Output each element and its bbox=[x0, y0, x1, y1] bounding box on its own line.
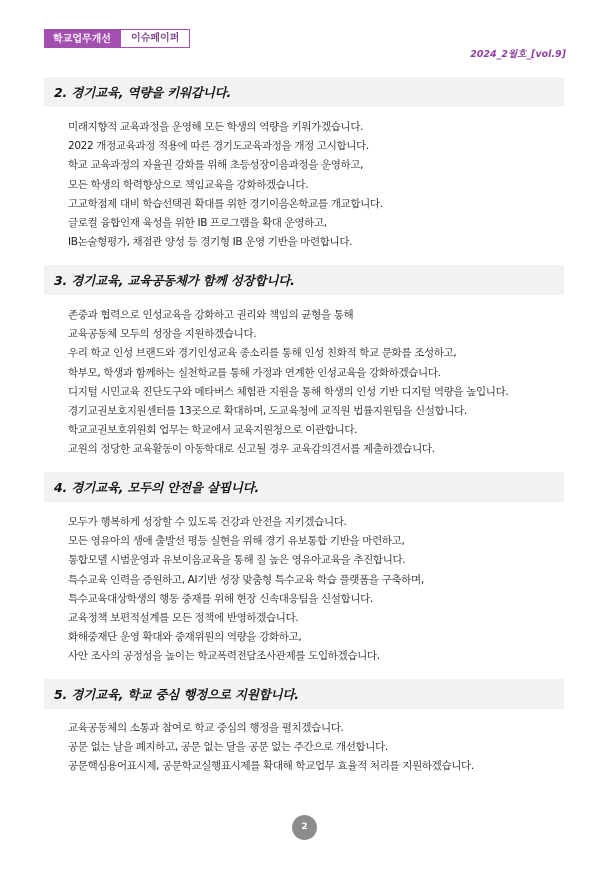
category-tag: 학교업무개선 bbox=[44, 29, 120, 48]
body-line: 디지털 시민교육 진단도구와 메타버스 체험관 지원을 통해 학생의 인성 기반 디지털 역량을 높입니다. bbox=[68, 385, 509, 398]
body-line: 교원의 정당한 교육활동이 아동학대로 신고될 경우 교육감의견서를 제출하겠습니다. bbox=[68, 443, 435, 456]
section-body-3 bbox=[68, 306, 568, 460]
body-line: 미래지향적 교육과정을 운영해 모든 학생의 역량을 키워가겠습니다. bbox=[68, 121, 364, 133]
body-line: 공문핵심용어표시제, 공문학교실행표시제를 확대해 학교업무 효율적 처리를 지원하겠습니다. bbox=[68, 760, 474, 773]
body-line: 학교교권보호위원회 업무는 학교에서 교육지원청으로 이관합니다. bbox=[68, 424, 358, 437]
document-type-tag: 이슈페이퍼 bbox=[120, 29, 190, 48]
section-title: 2. 경기교육, 역량을 키워갑니다. bbox=[54, 85, 232, 100]
section-heading-5 bbox=[44, 679, 564, 709]
section-body-5 bbox=[68, 719, 568, 777]
issue-label: 2024_2월호_[vol.9] bbox=[470, 49, 566, 60]
page-number: 2 bbox=[292, 815, 317, 840]
body-line: 통합모델 시범운영과 유보이음교육을 통해 질 높은 영유아교육을 추진합니다. bbox=[68, 554, 406, 567]
body-line: IB논술형평가, 채점관 양성 등 경기형 IB 운영 기반을 마련합니다. bbox=[68, 236, 353, 249]
section-title: 4. 경기교육, 모두의 안전을 살핍니다. bbox=[54, 480, 260, 495]
body-line: 특수교육 인력을 증원하고, AI기반 성장 맞춤형 특수교육 학습 플랫폼을 구축하며, bbox=[68, 573, 424, 586]
body-line: 모든 학생의 학력향상으로 책임교육을 강화하겠습니다. bbox=[68, 178, 309, 191]
section-title: 3. 경기교육, 교육공동체가 함께 성장합니다. bbox=[54, 273, 295, 288]
section-heading-4 bbox=[44, 472, 564, 502]
body-line: 존중과 협력으로 인성교육을 강화하고 권리와 책임의 균형을 통해 bbox=[68, 309, 354, 321]
body-line: 고교학점제 대비 학습선택권 확대를 위한 경기이음온학교를 개교합니다. bbox=[68, 197, 383, 210]
body-line: 모두가 행복하게 성장할 수 있도록 건강과 안전을 지키겠습니다. bbox=[68, 516, 347, 528]
body-line: 2022 개정교육과정 적용에 따른 경기도교육과정을 개정 고시합니다. bbox=[68, 140, 369, 153]
body-line: 교육공동체의 소통과 참여로 학교 중심의 행정을 펼치겠습니다. bbox=[68, 722, 344, 734]
body-line: 특수교육대상학생의 행동 중재를 위해 현장 신속대응팀을 신설합니다. bbox=[68, 592, 373, 605]
header-tags bbox=[44, 29, 190, 48]
body-line: 사안 조사의 공정성을 높이는 학교폭력전담조사관제를 도입하겠습니다. bbox=[68, 650, 380, 663]
body-line: 학부모, 학생과 함께하는 실천학교를 통해 가정과 연계한 인성교육을 강화하겠습니다. bbox=[68, 366, 441, 379]
body-line: 공문 없는 날을 폐지하고, 공문 없는 달을 공문 없는 주간으로 개선합니다. bbox=[68, 741, 388, 754]
body-line: 우리 학교 인성 브랜드와 경기인성교육 종소리를 통해 인성 친화적 학교 문화를 조성하고, bbox=[68, 347, 457, 360]
body-line: 교육공동체 모두의 성장을 지원하겠습니다. bbox=[68, 328, 257, 341]
section-body-4 bbox=[68, 513, 568, 667]
body-line: 글로컬 융합인재 육성을 위한 IB 프로그램을 확대 운영하고, bbox=[68, 217, 327, 230]
section-heading-2 bbox=[44, 77, 564, 107]
body-line: 경기교권보호지원센터를 13곳으로 확대하며, 도교육청에 교직원 법률지원팀을 신설합니다. bbox=[68, 405, 467, 418]
section-heading-3 bbox=[44, 265, 564, 295]
body-line: 화해중재단 운영 확대와 중재위원의 역량을 강화하고, bbox=[68, 631, 302, 644]
section-title: 5. 경기교육, 학교 중심 행정으로 지원합니다. bbox=[54, 687, 299, 702]
body-line: 교육정책 보편적설계를 모든 정책에 반영하겠습니다. bbox=[68, 612, 299, 625]
body-line: 모든 영유아의 생애 출발선 평등 실현을 위해 경기 유보통합 기반을 마련하고, bbox=[68, 535, 405, 548]
body-line: 학교 교육과정의 자율권 강화를 위해 초등성장이음과정을 운영하고, bbox=[68, 159, 364, 172]
section-body-2 bbox=[68, 118, 568, 252]
